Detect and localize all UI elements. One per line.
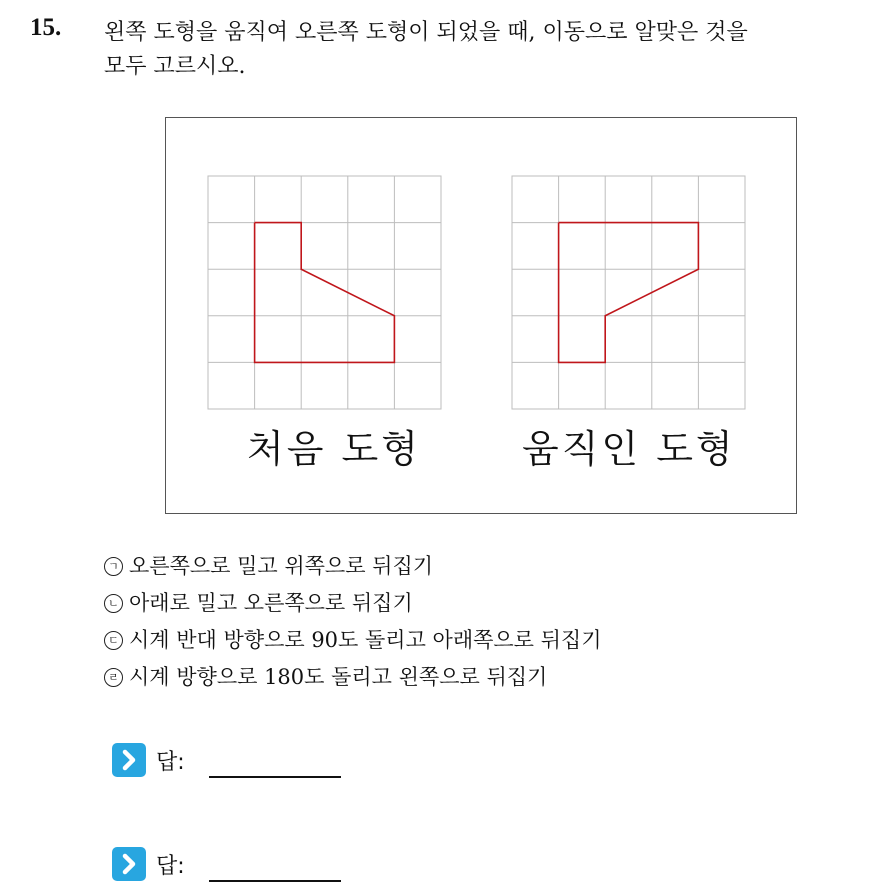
right-caption: 움직인 도형 xyxy=(522,427,736,471)
choice-text: 오른쪽으로 밀고 위쪽으로 뒤집기 xyxy=(129,554,434,578)
answer-row-1 xyxy=(112,742,341,778)
choice-item-4[interactable] xyxy=(104,659,602,696)
choice-item-2[interactable] xyxy=(104,585,602,622)
chevron-right-icon xyxy=(112,743,146,777)
chevron-right-icon xyxy=(112,847,146,881)
choice-marker: ㄷ xyxy=(104,631,123,650)
original-shape xyxy=(255,223,395,363)
choice-marker: ㄱ xyxy=(104,557,123,576)
question-line-2: 모두 고르시오. xyxy=(104,54,246,79)
answer-label: 답: xyxy=(156,853,185,879)
answer-label: 답: xyxy=(156,749,185,775)
choice-text: 시계 방향으로 180도 돌리고 왼쪽으로 뒤집기 xyxy=(129,665,548,689)
question-line-1: 왼쪽 도형을 움직여 오른쪽 도형이 되었을 때, 이동으로 알맞은 것을 xyxy=(104,20,748,45)
left-grid xyxy=(208,176,441,409)
question-text xyxy=(104,16,874,84)
choice-text: 아래로 밀고 오른쪽으로 뒤집기 xyxy=(129,591,413,615)
choice-list xyxy=(104,548,602,696)
choice-item-1[interactable] xyxy=(104,548,602,585)
answer-blank[interactable] xyxy=(209,776,341,778)
choice-marker: ㄹ xyxy=(104,668,123,687)
moved-shape xyxy=(559,223,699,363)
choice-item-3[interactable] xyxy=(104,622,602,659)
choice-text: 시계 반대 방향으로 90도 돌리고 아래쪽으로 뒤집기 xyxy=(129,628,602,652)
answer-blank[interactable] xyxy=(209,880,341,882)
question-number: 15. xyxy=(30,14,62,41)
left-caption: 처음 도형 xyxy=(247,427,421,471)
choice-marker: ㄴ xyxy=(104,594,123,613)
right-grid xyxy=(512,176,745,409)
answer-row-2 xyxy=(112,846,341,882)
